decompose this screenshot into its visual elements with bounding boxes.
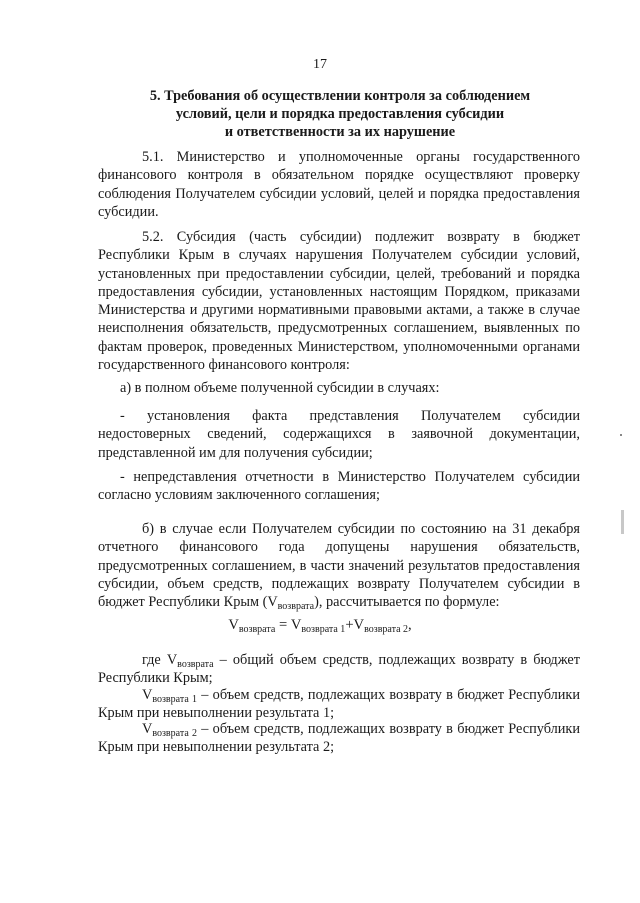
definition-total-sub: возврата [177, 659, 214, 670]
paragraph-a: а) в полном объеме полученной субсидии в случаях: [120, 380, 440, 396]
paragraph-b-subscript: возврата [277, 601, 315, 613]
definition-1 [98, 686, 580, 723]
paragraph-b-text: б) в случае если Получателем субсидии по состоянию на 31 декабря отчетного финансового года допущены нарушения обязательств, предусмотренных соглашением, в части значений результатов предоставления субсидии, объем средств, подлежащих возврату Получателем субсидии в бюджет Республики Крым (V [98, 521, 580, 611]
paragraph-b-end: ), рассчитывается по формуле: [314, 594, 500, 611]
scan-edge-mark [621, 510, 624, 534]
definition-1-pre: V [142, 687, 153, 703]
definition-1-sub: возврата 1 [152, 694, 197, 705]
heading-line-2: условий, цели и порядка предоставления субсидии [175, 106, 505, 122]
formula-v-2: V [353, 617, 365, 633]
section-heading [100, 87, 580, 141]
definition-2 [98, 720, 580, 757]
definition-2-text: – объем средств, подлежащих возврату в бюджет Республики Крым при невыполнении результата 2; [98, 721, 580, 756]
definition-2-pre: V [142, 721, 153, 737]
definition-total [98, 651, 580, 688]
formula-v-1: V [290, 617, 302, 633]
formula-plus: + [345, 617, 354, 633]
scan-dot-mark [620, 434, 622, 436]
formula-v-total: V [228, 617, 239, 633]
list-item-dash-1: - установления факта представления Получателем субсидии недостоверных сведений, содержащихся в заявочной документации, представленной им для получения субсидии; [98, 408, 580, 461]
formula-equals: = [275, 617, 291, 633]
heading-line-1: 5. Требования об осуществлении контроля за соблюдением [149, 88, 531, 104]
formula-end: , [408, 617, 412, 633]
paragraph-5-2: 5.2. Субсидия (часть субсидии) подлежит возврату в бюджет Республики Крым в случаях нарушения Получателем субсидии условий, установленных при предоставлении субсидии, целей, требований и порядка предоставления субсидии, установленных настоящим Порядком, приказами Министерства и другими нормативными правовыми актами, а также в случае неисполнения обязательств, предусмотренных соглашением, выявленных по фактам проверок, проведенных Министерством, уполномоченными органами государственного финансового контроля: [98, 229, 580, 374]
definition-total-pre: где V [142, 652, 178, 668]
page-number: 17 [313, 57, 327, 72]
definition-2-sub: возврата 2 [152, 728, 197, 739]
definition-total-text: – общий объем средств, подлежащих возврату в бюджет Республики Крым; [98, 652, 580, 687]
heading-line-3: и ответственности за их нарушение [224, 124, 456, 140]
formula-sub-1: возврата 1 [301, 624, 346, 635]
paragraph-b [98, 520, 580, 611]
formula-sub-total: возврата [238, 624, 276, 635]
formula-sub-2: возврата 2 [364, 624, 409, 635]
definition-1-text: – объем средств, подлежащих возврату в бюджет Республики Крым при невыполнении результата 1; [98, 687, 580, 722]
formula [0, 617, 640, 634]
paragraph-5-1: 5.1. Министерство и уполномоченные органы государственного финансового контроля в обязательном порядке осуществляют проверку соблюдения Получателем субсидии условий, целей и порядка предоставления субсидии. [98, 149, 580, 220]
list-item-dash-2: - непредставления отчетности в Министерство Получателем субсидии согласно условиям заключенного соглашения; [98, 469, 580, 504]
